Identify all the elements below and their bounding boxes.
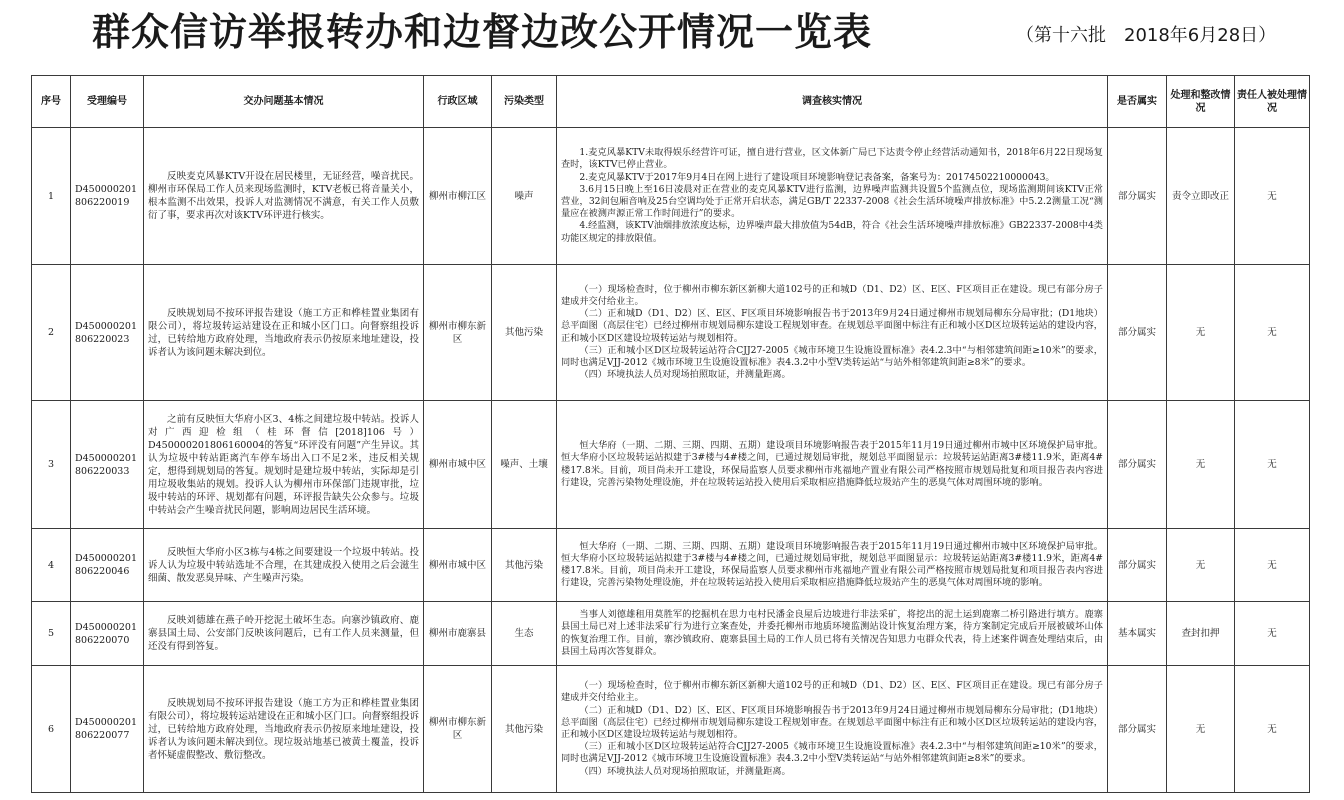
cell-findings <box>557 529 1108 602</box>
table-row <box>32 265 1310 401</box>
header-findings: 调查核实情况 <box>557 76 1108 128</box>
cell-verified: 部分属实 <box>1108 401 1167 529</box>
findings-paragraph: （三）正和城小区D区垃圾转运站符合CJJ27-2005《城市环境卫生设施设置标准》表4.2.3中“与相邻建筑间距≥10米”的要求，同时也满足VJJ-2012《城市环境卫生设施设置标准》表4.3.2中小型V类转运站“与站外相邻建筑间距≥8米”的要求。 <box>561 344 1103 368</box>
findings-paragraph: 1.麦克风暴KTV未取得娱乐经营许可证，擅自进行营业，区文体新广局已下达责令停止经营活动通知书，2018年6月22日现场复查时，该KTV已停止营业。 <box>561 147 1103 171</box>
cell-verified: 基本属实 <box>1108 602 1167 666</box>
cell-pollution: 噪声、土壤 <box>492 401 557 529</box>
header-code: 受理编号 <box>71 76 144 128</box>
cell-pollution: 噪声 <box>492 128 557 265</box>
table-row <box>32 529 1310 602</box>
header-summary: 交办问题基本情况 <box>144 76 424 128</box>
table-row <box>32 666 1310 793</box>
header-accountability: 责任人被处理情况 <box>1235 76 1310 128</box>
cell-findings <box>557 401 1108 529</box>
cell-action: 无 <box>1167 529 1235 602</box>
table-row <box>32 128 1310 265</box>
cell-action: 无 <box>1167 666 1235 793</box>
cell-accountability: 无 <box>1235 265 1310 401</box>
findings-paragraph: （四）环境执法人员对现场拍照取证，并测量距离。 <box>579 765 791 777</box>
cell-seq: 2 <box>32 265 71 401</box>
findings-paragraph: （一）现场检查时，位于柳州市柳东新区新柳大道102号的正和城D（D1、D2）区、E区、F区项目正在建设。现已有部分房子建成并交付给业主。 <box>561 680 1103 704</box>
cell-pollution: 生态 <box>492 602 557 666</box>
cell-findings <box>557 265 1108 401</box>
header-verified: 是否属实 <box>1108 76 1167 128</box>
summary-paragraph: 反映规划局不按环评报告建设（施工方为正和桦桂置业集团有限公司），将垃圾转运站建设在正和城小区门口。向督察组投诉过，已转给地方政府处理，当地政府表示仍按原来地址建设，投诉者认为该问题未解决到位。现垃圾站地基已被黄土覆盖，投诉者怀疑虚假整改、敷衍整改。 <box>148 697 419 761</box>
findings-paragraph: （四）环境执法人员对现场拍照取证，并测量距离。 <box>579 369 791 381</box>
cell-accountability: 无 <box>1235 529 1310 602</box>
cell-action: 责令立即改正 <box>1167 128 1235 265</box>
summary-paragraph: 反映麦克风暴KTV开设在居民楼里，无证经营，噪音扰民。柳州市环保局工作人员来现场监测时，KTV老板已将音量关小，根本监测不出效果，投诉人对监测情况不满意，有关工作人员敷衍了事，要求再次对该KTV环评进行核实。 <box>148 171 419 221</box>
cell-region: 柳州市城中区 <box>424 529 492 602</box>
cell-findings <box>557 128 1108 265</box>
table-row <box>32 602 1310 666</box>
cell-code: D450000201806220033 <box>71 401 144 529</box>
cell-region: 柳州市城中区 <box>424 401 492 529</box>
cell-action: 查封扣押 <box>1167 602 1235 666</box>
cell-accountability: 无 <box>1235 602 1310 666</box>
cell-region: 柳州市柳江区 <box>424 128 492 265</box>
cell-verified: 部分属实 <box>1108 128 1167 265</box>
cell-region: 柳州市鹿寨县 <box>424 602 492 666</box>
cell-summary <box>144 128 424 265</box>
cell-action: 无 <box>1167 265 1235 401</box>
findings-paragraph: （一）现场检查时，位于柳州市柳东新区新柳大道102号的正和城D（D1、D2）区、E区、F区项目正在建设。现已有部分房子建成并交付给业主。 <box>561 283 1103 307</box>
cell-verified: 部分属实 <box>1108 666 1167 793</box>
cell-code: D450000201806220077 <box>71 666 144 793</box>
cell-summary <box>144 666 424 793</box>
findings-paragraph: （二）正和城D（D1、D2）区、E区、F区项目环境影响报告书于2013年9月24日通过柳州市规划局柳东分局审批；(D1地块）总平面图（高层住宅）已经过柳州市规划局柳东建设工程规划审查。在规划总平面图中标注有正和城小区D区垃圾转运站的建设内容，正和城小区D区建设垃圾转运站与规划相符。 <box>561 308 1103 344</box>
summary-paragraph: 反映规划局不按环评报告建设（施工方正和桦桂置业集团有限公司），将垃圾转运站建设在正和城小区门口。向督察组投诉过，已转给地方政府处理，当地政府表示仍按原来地址建设，投诉者认为该问题未解决到位。 <box>148 307 419 358</box>
cell-findings <box>557 666 1108 793</box>
page-title: 群众信访举报转办和边督边改公开情况一览表 <box>92 10 873 54</box>
header-pollution: 污染类型 <box>492 76 557 128</box>
cell-action: 无 <box>1167 401 1235 529</box>
cell-seq: 3 <box>32 401 71 529</box>
findings-paragraph: 2.麦克风暴KTV于2017年9月4日在网上进行了建设项目环境影响登记表备案，备案号为：20174502210000043。 <box>579 171 1055 183</box>
summary-paragraph: 反映恒大华府小区3栋与4栋之间要建设一个垃圾中转站。投诉人认为垃圾中转站选址不合理，在其建成投入使用之后会滋生细菌、散发恶臭异味、产生噪声污染。 <box>148 546 419 584</box>
cell-code: D450000201806220070 <box>71 602 144 666</box>
findings-paragraph: 3.6月15日晚上至16日凌晨对正在营业的麦克风暴KTV进行监测，边界噪声监测共设置5个监测点位，现场监测期间该KTV正常营业，32间包厢音响及25台空调均处于正常开启状态，满足GB/T 22337-2008《社会生活环境噪声排放标准》中5.2.2测量工况“测量应在被测声源正常工作时间进行”的要求。 <box>561 183 1103 220</box>
header-region: 行政区域 <box>424 76 492 128</box>
findings-paragraph: 4.经监测，该KTV油烟排放浓度达标，边界噪声最大排放值为54dB，符合《社会生活环境噪声排放标准》GB22337-2008中4类功能区规定的排放限值。 <box>561 220 1103 244</box>
cell-accountability: 无 <box>1235 401 1310 529</box>
header-seq: 序号 <box>32 76 71 128</box>
cell-region: 柳州市柳东新区 <box>424 666 492 793</box>
findings-paragraph: 恒大华府（一期、二期、三期、四期、五期）建设项目环境影响报告表于2015年11月19日通过柳州市城中区环境保护局审批。恒大华府小区垃圾转运站拟建于3#楼与4#楼之间，已通过规划局审批，规划总平面图显示：垃圾转运站距离3#楼11.9米，距离4#楼17.8米。目前，项目尚未开工建设，环保局监察人员要求柳州市兆福地产置业有限公司严格按照市规划局批复和项目报告表内容进行建设，完善污染物处理设施，并在垃圾转运站投入使用后采取相应措施降低垃圾站产生的恶臭气体对周围环境的影响。 <box>561 440 1103 488</box>
cell-pollution: 其他污染 <box>492 265 557 401</box>
cell-summary <box>144 265 424 401</box>
cell-verified: 部分属实 <box>1108 529 1167 602</box>
header-action: 处理和整改情况 <box>1167 76 1235 128</box>
cell-verified: 部分属实 <box>1108 265 1167 401</box>
cell-findings <box>557 602 1108 666</box>
cell-accountability: 无 <box>1235 666 1310 793</box>
cell-code: D450000201806220046 <box>71 529 144 602</box>
cell-summary <box>144 401 424 529</box>
batch-date: （第十六批 2018年6月28日） <box>1016 25 1277 46</box>
cell-accountability: 无 <box>1235 128 1310 265</box>
cell-region: 柳州市柳东新区 <box>424 265 492 401</box>
summary-paragraph: 之前有反映恒大华府小区3、4栋之间建垃圾中转站。投诉人对广西迎检组（桂环督信[2018]106号）D450000201806160004的答复“环评没有问题”产生异议。其认为垃圾中转站距离汽车停车场出入口不足2米，违反相关规定，想得到规划局的答复。规划时是建垃圾中转站，实际却是引用垃圾收集站的规划。投诉人认为柳州市环保部门违规审批，垃圾中转站的环评、规划都有问题，环评报告缺失公众参与。垃圾中转站会产生噪音扰民问题，影响周边居民生活环境。 <box>148 413 419 516</box>
header-row <box>32 76 1310 128</box>
cell-code: D450000201806220023 <box>71 265 144 401</box>
summary-paragraph: 反映刘德雄在燕子岭开挖泥土破坏生态。向寨沙镇政府、鹿寨县国土局、公安部门反映该问题后，已有工作人员来测量，但还没有得到答复。 <box>148 615 419 652</box>
findings-paragraph: （二）正和城D（D1、D2）区、E区、F区项目环境影响报告书于2013年9月24日通过柳州市规划局柳东分局审批；(D1地块）总平面图（高层住宅）已经过柳州市规划局柳东建设工程规划审查。在规划总平面图中标注有正和城小区D区垃圾转运站的建设内容，正和城小区D区建设垃圾转运站与规划相符。 <box>561 704 1103 740</box>
findings-paragraph: （三）正和城小区D区垃圾转运站符合CJJ27-2005《城市环境卫生设施设置标准》表4.2.3中“与相邻建筑间距≥10米”的要求，同时也满足VJJ-2012《城市环境卫生设施设置标准》表4.3.2中小型V类转运站“与站外相邻建筑间距≥8米”的要求。 <box>561 741 1103 765</box>
cell-seq: 4 <box>32 529 71 602</box>
cell-summary <box>144 529 424 602</box>
cell-pollution: 其他污染 <box>492 529 557 602</box>
cell-code: D450000201806220019 <box>71 128 144 265</box>
findings-paragraph: 当事人刘德雄租用莫胜军的挖掘机在思力屯村民潘金良屋后边坡进行非法采矿，将挖出的泥土运到鹿寨二桥引路进行填方。鹿寨县国土局已对上述非法采矿行为进行立案查处，并委托柳州市地质环境监测站设计恢复治理方案，待方案制定完成后开展被破坏山体的恢复治理工作。目前，寨沙镇政府、鹿寨县国土局的工作人员已将有关情况告知思力屯群众代表，待上述案件调查处理结束后，由县国土局再次答复群众。 <box>561 609 1103 657</box>
complaints-table <box>31 75 1310 793</box>
cell-summary <box>144 602 424 666</box>
findings-paragraph: 恒大华府（一期、二期、三期、四期、五期）建设项目环境影响报告表于2015年11月19日通过柳州市城中区环境保护局审批。恒大华府小区垃圾转运站拟建于3#楼与4#楼之间，已通过规划局审批，规划总平面图显示：垃圾转运站距离3#楼11.9米，距离4#楼17.8米。目前，项目尚未开工建设，环保局监察人员要求柳州市兆福地产置业有限公司严格按照市规划局批复和项目报告表内容进行建设，完善污染物处理设施，并在垃圾转运站投入使用后采取相应措施降低垃圾站产生的恶臭气体对周围环境的影响。 <box>561 540 1103 589</box>
table-row <box>32 401 1310 529</box>
cell-seq: 5 <box>32 602 71 666</box>
cell-seq: 1 <box>32 128 71 265</box>
cell-pollution: 其他污染 <box>492 666 557 793</box>
cell-seq: 6 <box>32 666 71 793</box>
